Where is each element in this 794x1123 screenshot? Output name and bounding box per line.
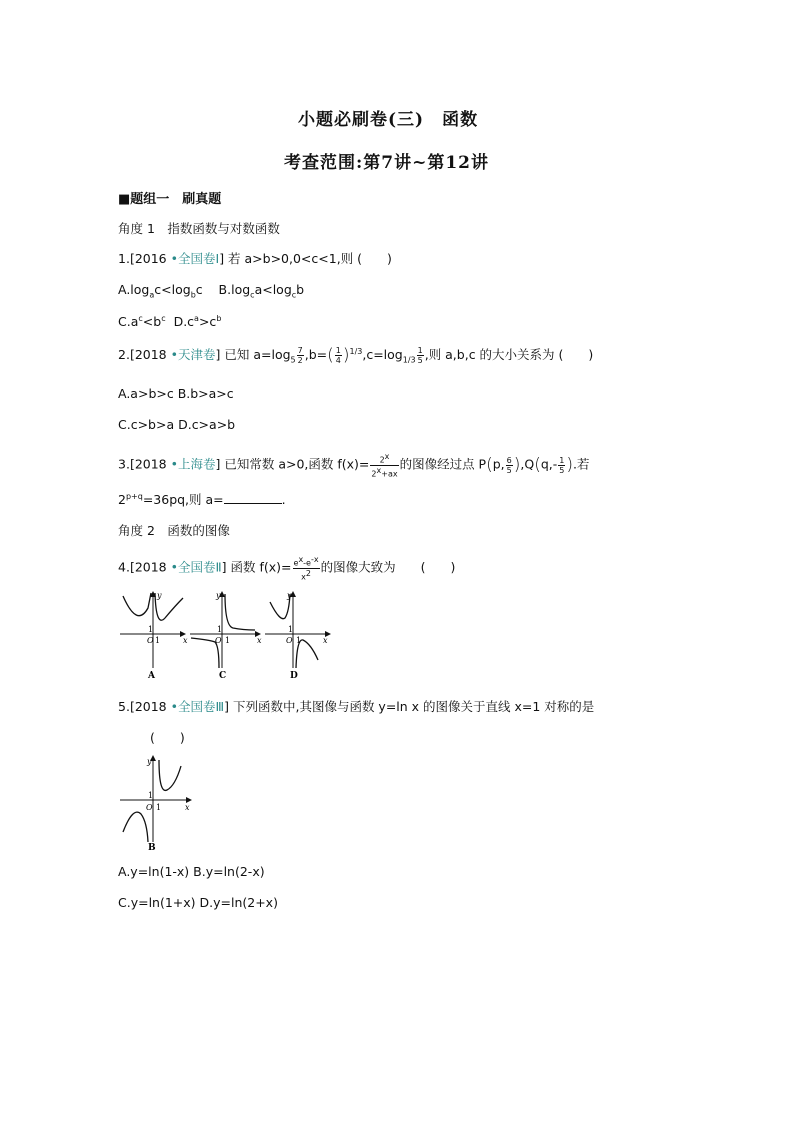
question-1-options-ab: $A.\log_ac<\log_bc$ $B.\log_ca<\log_cb$: [118, 282, 305, 300]
angle-2-heading: 角度 2 函数的图像: [118, 523, 230, 538]
answer-blank[interactable]: [224, 493, 282, 504]
svg-text:O: O: [286, 636, 293, 645]
svg-text:y: y: [147, 757, 152, 766]
svg-text:y: y: [216, 591, 221, 600]
svg-text:A: A: [148, 671, 155, 681]
svg-text:1: 1: [148, 791, 154, 800]
graph-b: [115, 752, 200, 852]
question-3: 3.[2018 •上海卷] 已知常数 a>0,函数 f(x)= $\frac{2^x}{2^x+ax}$ 的图像经过点 P(p, $\frac{6}{5}$ ),Q(q,- $\frac{1}{5}$ ).若: [118, 452, 590, 479]
svg-text:C: C: [219, 671, 227, 681]
question-5-options-cd: C.y=ln(1+x) D.y=ln(2+x): [118, 895, 278, 910]
svg-text:x: x: [323, 636, 328, 645]
svg-text:1: 1: [148, 625, 154, 634]
question-4-graphs: [115, 588, 335, 683]
svg-text:1: 1: [225, 636, 231, 645]
svg-text:1: 1: [288, 625, 294, 634]
svg-text:y: y: [287, 591, 292, 600]
svg-text:1: 1: [217, 625, 223, 634]
page-title: 小题必刷卷(三) 函数: [298, 110, 479, 130]
question-5-options-ab: A.y=ln(1-x) B.y=ln(2-x): [118, 864, 265, 879]
question-2-options-ab: A.a>b>c B.b>a>c: [118, 386, 234, 401]
graph-a: [120, 591, 188, 681]
svg-text:y: y: [157, 591, 162, 600]
question-4: 4.[2018 •全国卷Ⅱ] 函数 f(x)= $\frac{e^x-e^{-x}}{x^2}$ 的图像大致为 ( ): [118, 555, 456, 582]
svg-text:O: O: [215, 636, 222, 645]
svg-text:x: x: [183, 636, 188, 645]
question-5: 5.[2018 •全国卷Ⅲ] 下列函数中,其图像与函数 y=ln x 的图像关于直线 x=1 对称的是: [118, 699, 595, 714]
graph-d: [265, 591, 330, 681]
svg-text:x: x: [185, 803, 190, 812]
svg-text:1: 1: [156, 803, 162, 812]
question-2-options-cd: C.c>b>a D.c>a>b: [118, 417, 236, 432]
group-heading: ■题组一 刷真题: [118, 192, 222, 207]
svg-text:B: B: [148, 843, 156, 852]
question-1-options-cd: $C.a^c<b^c$ $D.c^a>c^b$: [118, 314, 222, 330]
page-subtitle: 考查范围:第7讲~第12讲: [284, 153, 490, 173]
question-5-paren: ( ): [150, 730, 185, 745]
svg-text:D: D: [290, 671, 298, 681]
angle-1-heading: 角度 1 指数函数与对数函数: [118, 221, 280, 236]
graph-c: [190, 591, 262, 681]
svg-text:O: O: [147, 636, 154, 645]
question-1: 1.[2016 •全国卷Ⅰ] 若 a>b>0,0<c<1,则 ( ): [118, 251, 392, 266]
question-2: 2.[2018 •天津卷] 已知 $a=\log_5$ $\frac{7}{2}$ ,b=( $\frac{1}{4}$ )$^{1/3},c=\log_{1/3}$ $\frac{1}{5}$ ,则 a,b,c 的大小关系为 ( ): [118, 345, 594, 366]
question-3-line2: $2^{p+q}=36pq$,则 a= .: [118, 491, 286, 507]
svg-text:1: 1: [296, 636, 302, 645]
svg-text:x: x: [257, 636, 262, 645]
svg-text:1: 1: [155, 636, 161, 645]
svg-text:O: O: [146, 803, 153, 812]
